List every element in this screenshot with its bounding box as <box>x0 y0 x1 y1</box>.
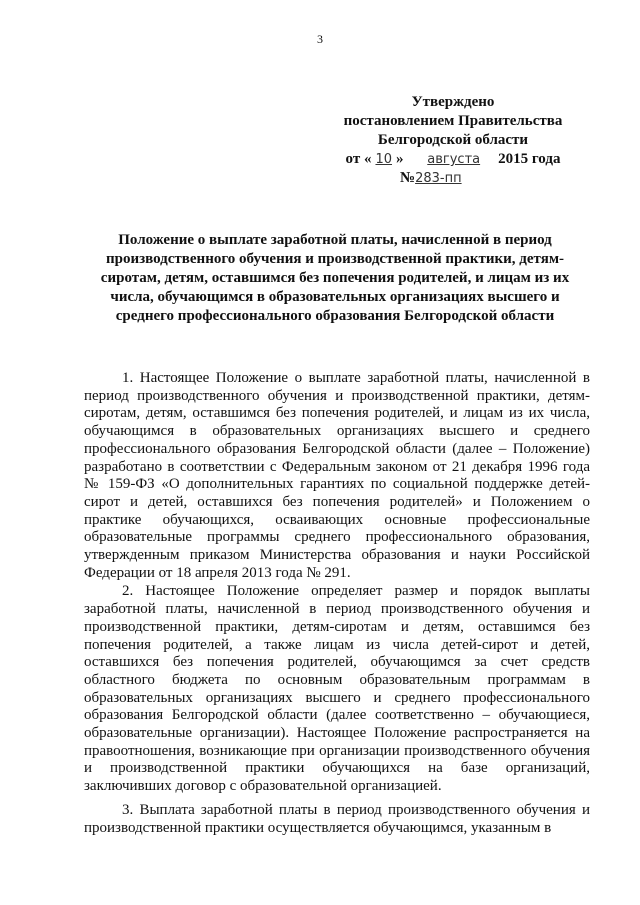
date-prefix: от « <box>345 151 372 167</box>
document-heading: Положение о выплате заработной платы, начисленной в период производственного обучения и производственной практики, детям-сиротам, детям, оставшимся без попечения родителей, и лицам из их числа, обучающимся в образовательных организациях высшего и среднего профессионального образования Белгородской области <box>100 232 570 324</box>
approval-title: Утверждено <box>411 94 495 110</box>
document-body <box>84 370 590 838</box>
number-prefix: № <box>400 170 416 186</box>
page-number: 3 <box>317 32 323 46</box>
approval-block <box>318 93 588 188</box>
paragraph-3: 3. Выплата заработной платы в период производственного обучения и производственной практики осуществляется обучающимся, указанным в <box>84 801 590 836</box>
date-mid: » <box>396 151 404 167</box>
approval-date <box>318 150 588 169</box>
approval-region: Белгородской области <box>377 132 529 148</box>
approval-authority: постановлением Правительства <box>343 113 563 129</box>
paragraph-2: 2. Настоящее Положение определяет размер и порядок выплаты заработной платы, начисленной в период производственного обучения и производственной практики, детям-сиротам и детям, оставшимся без попечения родителей, а также лицам из числа детей-сирот и детей, оставшихся без попечения родителей, обучающимся за счет средств областного бюджета по основным образовательным программам в образовательных организациях высшего и среднего профессионального образования Белгородской области (далее соответственно – обучающиеся, образовательные организации). Настоящее Положение распространяется на правоотношения, возникающие при организации производственного обучения и производственной практики обучающихся на базе организаций, заключивших договор с образовательной организацией. <box>84 583 590 795</box>
date-month: августа <box>427 152 481 167</box>
date-day: 10 <box>375 152 393 167</box>
approval-number <box>318 169 588 188</box>
number-value: 283-пп <box>415 171 462 186</box>
date-year: 2015 года <box>498 151 561 167</box>
paragraph-1: 1. Настоящее Положение о выплате заработной платы, начисленной в период производственного обучения и производственной практики, детям-сиротам, детям, оставшимся без попечения родителей, и лицам из их числа, обучающимся в образовательных организациях высшего и среднего профессионального образования Белгородской области (далее – Положение) разработано в соответствии с Федеральным законом от 21 декабря 1996 года № 159-ФЗ «О дополнительных гарантиях по социальной поддержке детей-сирот и детей, оставшихся без попечения родителей» и Положением о практике обучающихся, осваивающих основные профессиональные образовательные программы среднего профессионального образования, утвержденным приказом Министерства образования и науки Российской Федерации от 18 апреля 2013 года № 291. <box>84 370 590 581</box>
